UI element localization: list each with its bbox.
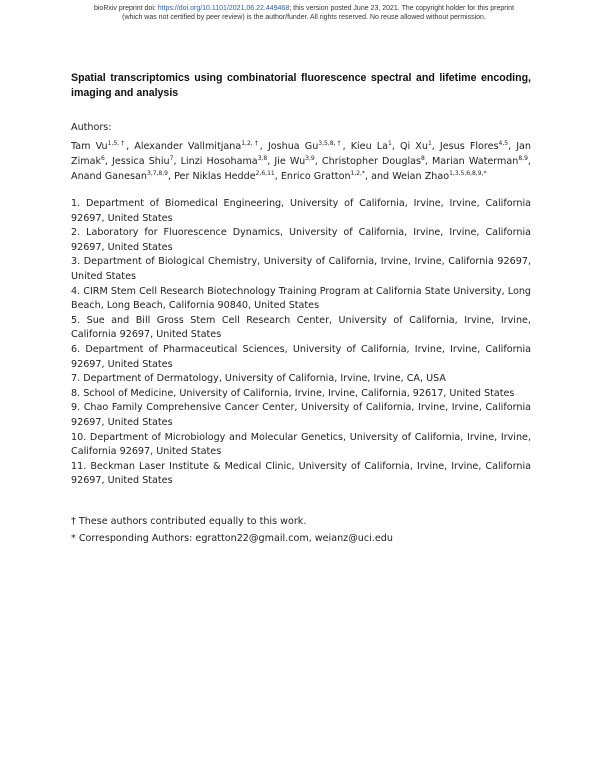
corresponding-authors-note: * Corresponding Authors: egratton22@gmail.com, weianz@uci.edu: [71, 532, 393, 544]
affiliation-item: 10. Department of Microbiology and Molecular Genetics, University of California, Irvine, Irvine, California 92697, United States: [71, 431, 531, 458]
author-separator: ,: [267, 156, 275, 167]
author-name: Weian Zhao: [392, 171, 450, 182]
affiliation-item: 8. School of Medicine, University of California, Irvine, Irvine, California, 92617, United States: [71, 387, 515, 399]
author-affiliation-marks: 1,3,5,6,8,9,*: [449, 170, 487, 177]
author-affiliation-marks: 3,8: [257, 155, 268, 162]
affiliation-item: 1. Department of Biomedical Engineering, University of California, Irvine, Irvine, California 92697, United States: [71, 198, 531, 224]
author-affiliation-marks: 3,5,8,†: [318, 140, 343, 147]
author-separator: ,: [314, 156, 322, 167]
author-name: Jie Wu: [274, 156, 306, 167]
affiliation-item: 3. Department of Biological Chemistry, University of California, Irvine, Irvine, California 92697, United States: [71, 256, 531, 282]
author-affiliation-marks: 8,9: [518, 155, 528, 162]
author-name: Kieu La: [350, 141, 388, 152]
doi-link[interactable]: https://doi.org/10.1101/2021.06.22.449468: [157, 5, 290, 12]
affiliation-item: 2. Laboratory for Fluorescence Dynamics, University of California, Irvine, Irvine, California 92697, United States: [71, 227, 531, 253]
author-separator: , and: [364, 171, 393, 182]
banner-line-2: (which was not certified by peer review) is the author/funder. All rights reserved. No reuse allowed without permission.: [122, 14, 486, 21]
author-name: Linzi Hosohama: [180, 156, 258, 167]
banner-line-1: [40, 4, 568, 13]
affiliation-item: 7. Department of Dermatology, University of California, Irvine, Irvine, CA, USA: [71, 373, 446, 385]
author-affiliation-marks: 3,7,8,9: [147, 170, 168, 177]
author-separator: ,: [259, 141, 268, 152]
author-name: Per Niklas Hedde: [174, 171, 256, 182]
author-separator: ,: [527, 156, 531, 167]
author-affiliation-marks: 1: [427, 140, 432, 147]
author-affiliation-marks: 8: [421, 155, 425, 162]
author-name: Qi Xu: [399, 141, 428, 152]
affiliation-list: [71, 197, 531, 489]
author-affiliation-marks: 3,9: [305, 155, 315, 162]
author-affiliation-marks: 7: [169, 155, 174, 162]
banner-suffix: ; this version posted June 23, 2021. The copyright holder for this preprint: [289, 5, 515, 12]
author-name: Christopher Douglas: [321, 156, 422, 167]
author-affiliation-marks: 1,5,†: [107, 140, 127, 147]
author-name: Marian Waterman: [432, 156, 519, 167]
author-separator: ,: [508, 141, 517, 152]
author-separator: ,: [424, 156, 433, 167]
author-separator: ,: [173, 156, 181, 167]
author-affiliation-marks: 1,2,†: [241, 140, 260, 147]
author-affiliation-marks: 4,5: [498, 140, 509, 147]
author-name: Tam Vu: [71, 141, 108, 152]
affiliation-item: 11. Beckman Laser Institute & Medical Clinic, University of California, Irvine, Irvine, California 92697, United States: [71, 460, 531, 487]
author-separator: ,: [391, 141, 400, 152]
author-separator: ,: [342, 141, 351, 152]
affiliation-item: 4. CIRM Stem Cell Research Biotechnology Training Program at California State University, Long Beach, Long Beach, California 90840, United States: [71, 285, 531, 312]
affiliation-item: 5. Sue and Bill Gross Stem Cell Research Center, University of California, Irvine, Irvine, California 92697, United States: [71, 314, 531, 341]
author-separator: ,: [431, 141, 440, 152]
affiliation-item: 9. Chao Family Comprehensive Cancer Center, University of California, Irvine, Irvine, California 92697, United States: [71, 402, 531, 428]
authors-label: Authors:: [71, 122, 112, 133]
author-name: Joshua Gu: [267, 141, 319, 152]
author-list: [71, 139, 531, 184]
author-affiliation-marks: 2,6,11: [255, 170, 275, 177]
preprint-banner: [40, 4, 568, 22]
banner-prefix: bioRxiv preprint doi:: [93, 5, 158, 12]
author-separator: ,: [168, 171, 175, 182]
author-name: Jan Zimak: [71, 141, 532, 167]
author-separator: ,: [274, 171, 281, 182]
paper-title: Spatial transcriptomics using combinatorial fluorescence spectral and lifetime encoding, imaging and analysis: [71, 72, 531, 99]
author-affiliation-marks: 6: [101, 155, 105, 162]
author-name: Jessica Shiu: [112, 156, 170, 167]
author-name: Alexander Vallmitjana: [134, 141, 242, 152]
author-name: Enrico Gratton: [280, 171, 351, 182]
affiliation-item: 6. Department of Pharmaceutical Sciences, University of California, Irvine, Irvine, California 92697, United States: [71, 343, 531, 370]
author-name: Jesus Flores: [439, 141, 499, 152]
author-affiliation-marks: 1: [387, 140, 392, 147]
author-separator: ,: [104, 156, 113, 167]
equal-contribution-note: † These authors contributed equally to this work.: [71, 516, 307, 527]
author-affiliation-marks: 1,2,*: [350, 170, 365, 177]
footnotes: [71, 514, 531, 547]
author-separator: ,: [126, 141, 135, 152]
author-name: Anand Ganesan: [71, 171, 147, 182]
